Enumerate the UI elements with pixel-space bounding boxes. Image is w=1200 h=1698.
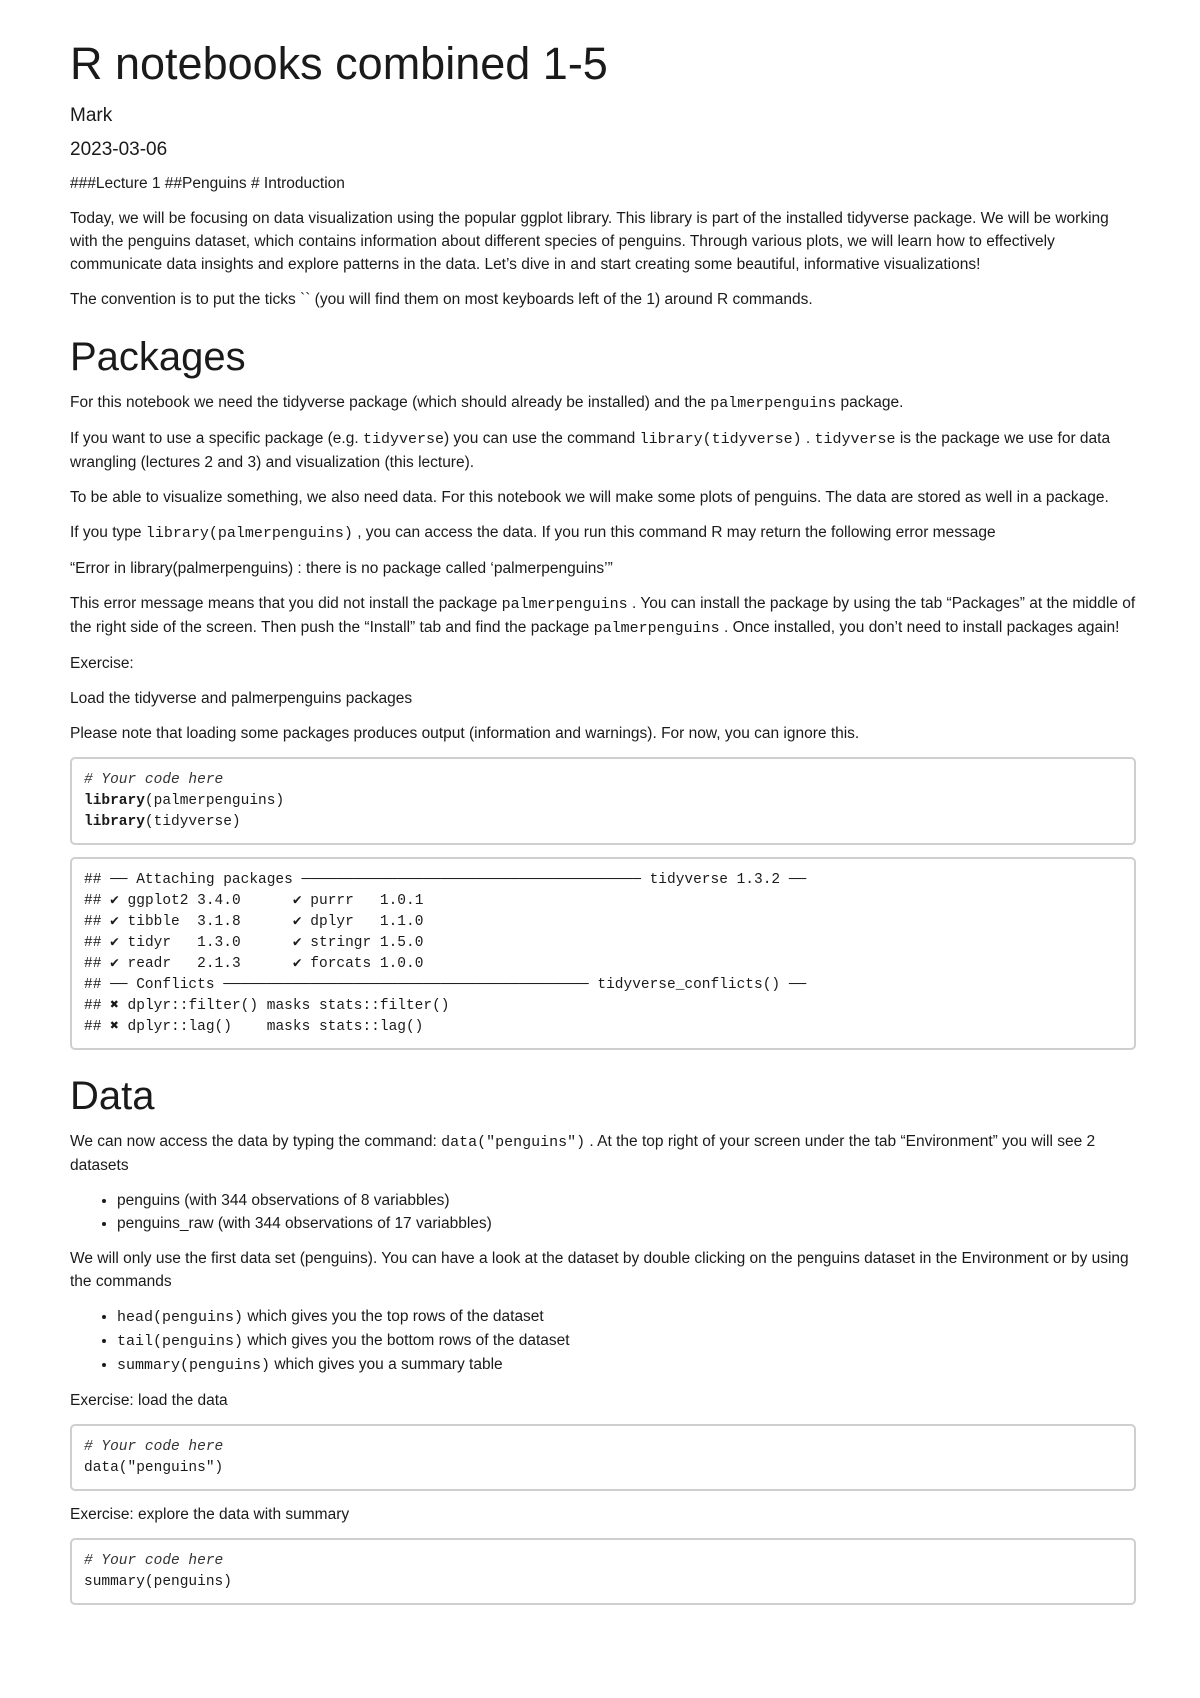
exercise-load-data: Exercise: load the data [70, 1392, 228, 1409]
intro-paragraph: Today, we will be focusing on data visualization using the popular ggplot library. This library is part of the installed tidyverse package. We will be working with the penguins dataset, which contains information about different species of penguins. Through various plots, we will learn how to effectively communicate data insights and explore patterns in the data. Let’s dive in and start creating some beautiful, informative visualizations! [70, 210, 1109, 273]
lecture-line: ###Lecture 1 ##Penguins # Introduction [70, 175, 345, 192]
packages-paragraph-2: If you want to use a specific package (e.g. tidyverse) you can use the command library(tidyverse) . tidyverse is the package we use for data wrangling (lectures 2 and 3) and visualization (this lecture). [70, 430, 1111, 471]
error-message-quote: “Error in library(palmerpenguins) : there is no package called ‘palmerpenguins’” [70, 560, 613, 577]
author: Mark [70, 105, 113, 126]
exercise-label: Exercise: [70, 655, 134, 672]
packages-paragraph-1: For this notebook we need the tidyverse package (which should already be installed) and the palmerpenguins package. [70, 394, 904, 412]
list-item: • head(penguins) which gives you the top rows of the dataset [117, 1305, 1136, 1329]
list-item: • penguins (with 344 observations of 8 variabbles) [117, 1189, 1136, 1212]
packages-paragraph-6: This error message means that you did not install the package palmerpenguins . You can install the package by using the tab “Packages” at the middle of the right side of the screen. Then push the “Install” tab and find the package palmerpenguins . Once installed, you don’t need to install packages again! [70, 595, 1136, 637]
exercise-explore-data: Exercise: explore the data with summary [70, 1506, 350, 1523]
output-line: ## ✖ dplyr::filter() masks stats::filter() [84, 998, 450, 1014]
output-line: ## ✔ readr 2.1.3 ✔ forcats 1.0.0 [84, 956, 424, 972]
data-paragraph-1: We can now access the data by typing the command: data("penguins") . At the top right of your screen under the tab “Environment” you will see 2 datasets [70, 1133, 1096, 1174]
document-title: R notebooks combined 1-5 [70, 38, 608, 89]
code-block-load-data[interactable]: # Your code here data("penguins") [70, 1424, 1136, 1491]
output-line: ## ✔ tibble 3.1.8 ✔ dplyr 1.1.0 [84, 914, 424, 930]
document-page [70, 36, 1136, 1617]
note-paragraph: Please note that loading some packages produces output (information and warnings). For now, you can ignore this. [70, 725, 860, 742]
packages-paragraph-4: If you type library(palmerpenguins) , you can access the data. If you run this command R may return the following error message [70, 524, 996, 542]
code-block-summary[interactable]: # Your code here summary(penguins) [70, 1538, 1136, 1605]
output-line: ## ✔ tidyr 1.3.0 ✔ stringr 1.5.0 [84, 935, 424, 951]
list-item: • summary(penguins) which gives you a summary table [117, 1353, 1136, 1377]
output-line: ## ✔ ggplot2 3.4.0 ✔ purrr 1.0.1 [84, 893, 424, 909]
list-item: • tail(penguins) which gives you the bottom rows of the dataset [117, 1329, 1136, 1353]
code-block-load-packages[interactable]: # Your code here library(palmerpenguins) library(tidyverse) [70, 757, 1136, 845]
commands-list [70, 1305, 1136, 1377]
ticks-paragraph: The convention is to put the ticks `` (you will find them on most keyboards left of the 1) around R commands. [70, 291, 813, 308]
data-heading: Data [70, 1074, 155, 1118]
packages-heading: Packages [70, 335, 246, 379]
date: 2023-03-06 [70, 139, 168, 160]
exercise-text: Load the tidyverse and palmerpenguins packages [70, 690, 413, 707]
datasets-list [70, 1189, 1136, 1235]
list-item: • penguins_raw (with 344 observations of 17 variabbles) [117, 1212, 1136, 1235]
output-line: ## ── Attaching packages ─────────────────────────────────────── tidyverse 1.3.2 ── [84, 872, 807, 888]
output-block-attaching-packages [70, 857, 1136, 1050]
output-line: ## ✖ dplyr::lag() masks stats::lag() [84, 1019, 424, 1035]
packages-paragraph-3: To be able to visualize something, we also need data. For this notebook we will make some plots of penguins. The data are stored as well in a package. [70, 489, 1109, 506]
data-paragraph-2: We will only use the first data set (penguins). You can have a look at the dataset by double clicking on the penguins dataset in the Environment or by using the commands [70, 1250, 1129, 1290]
output-line: ## ── Conflicts ────────────────────────────────────────── tidyverse_conflicts() ── [84, 977, 807, 993]
